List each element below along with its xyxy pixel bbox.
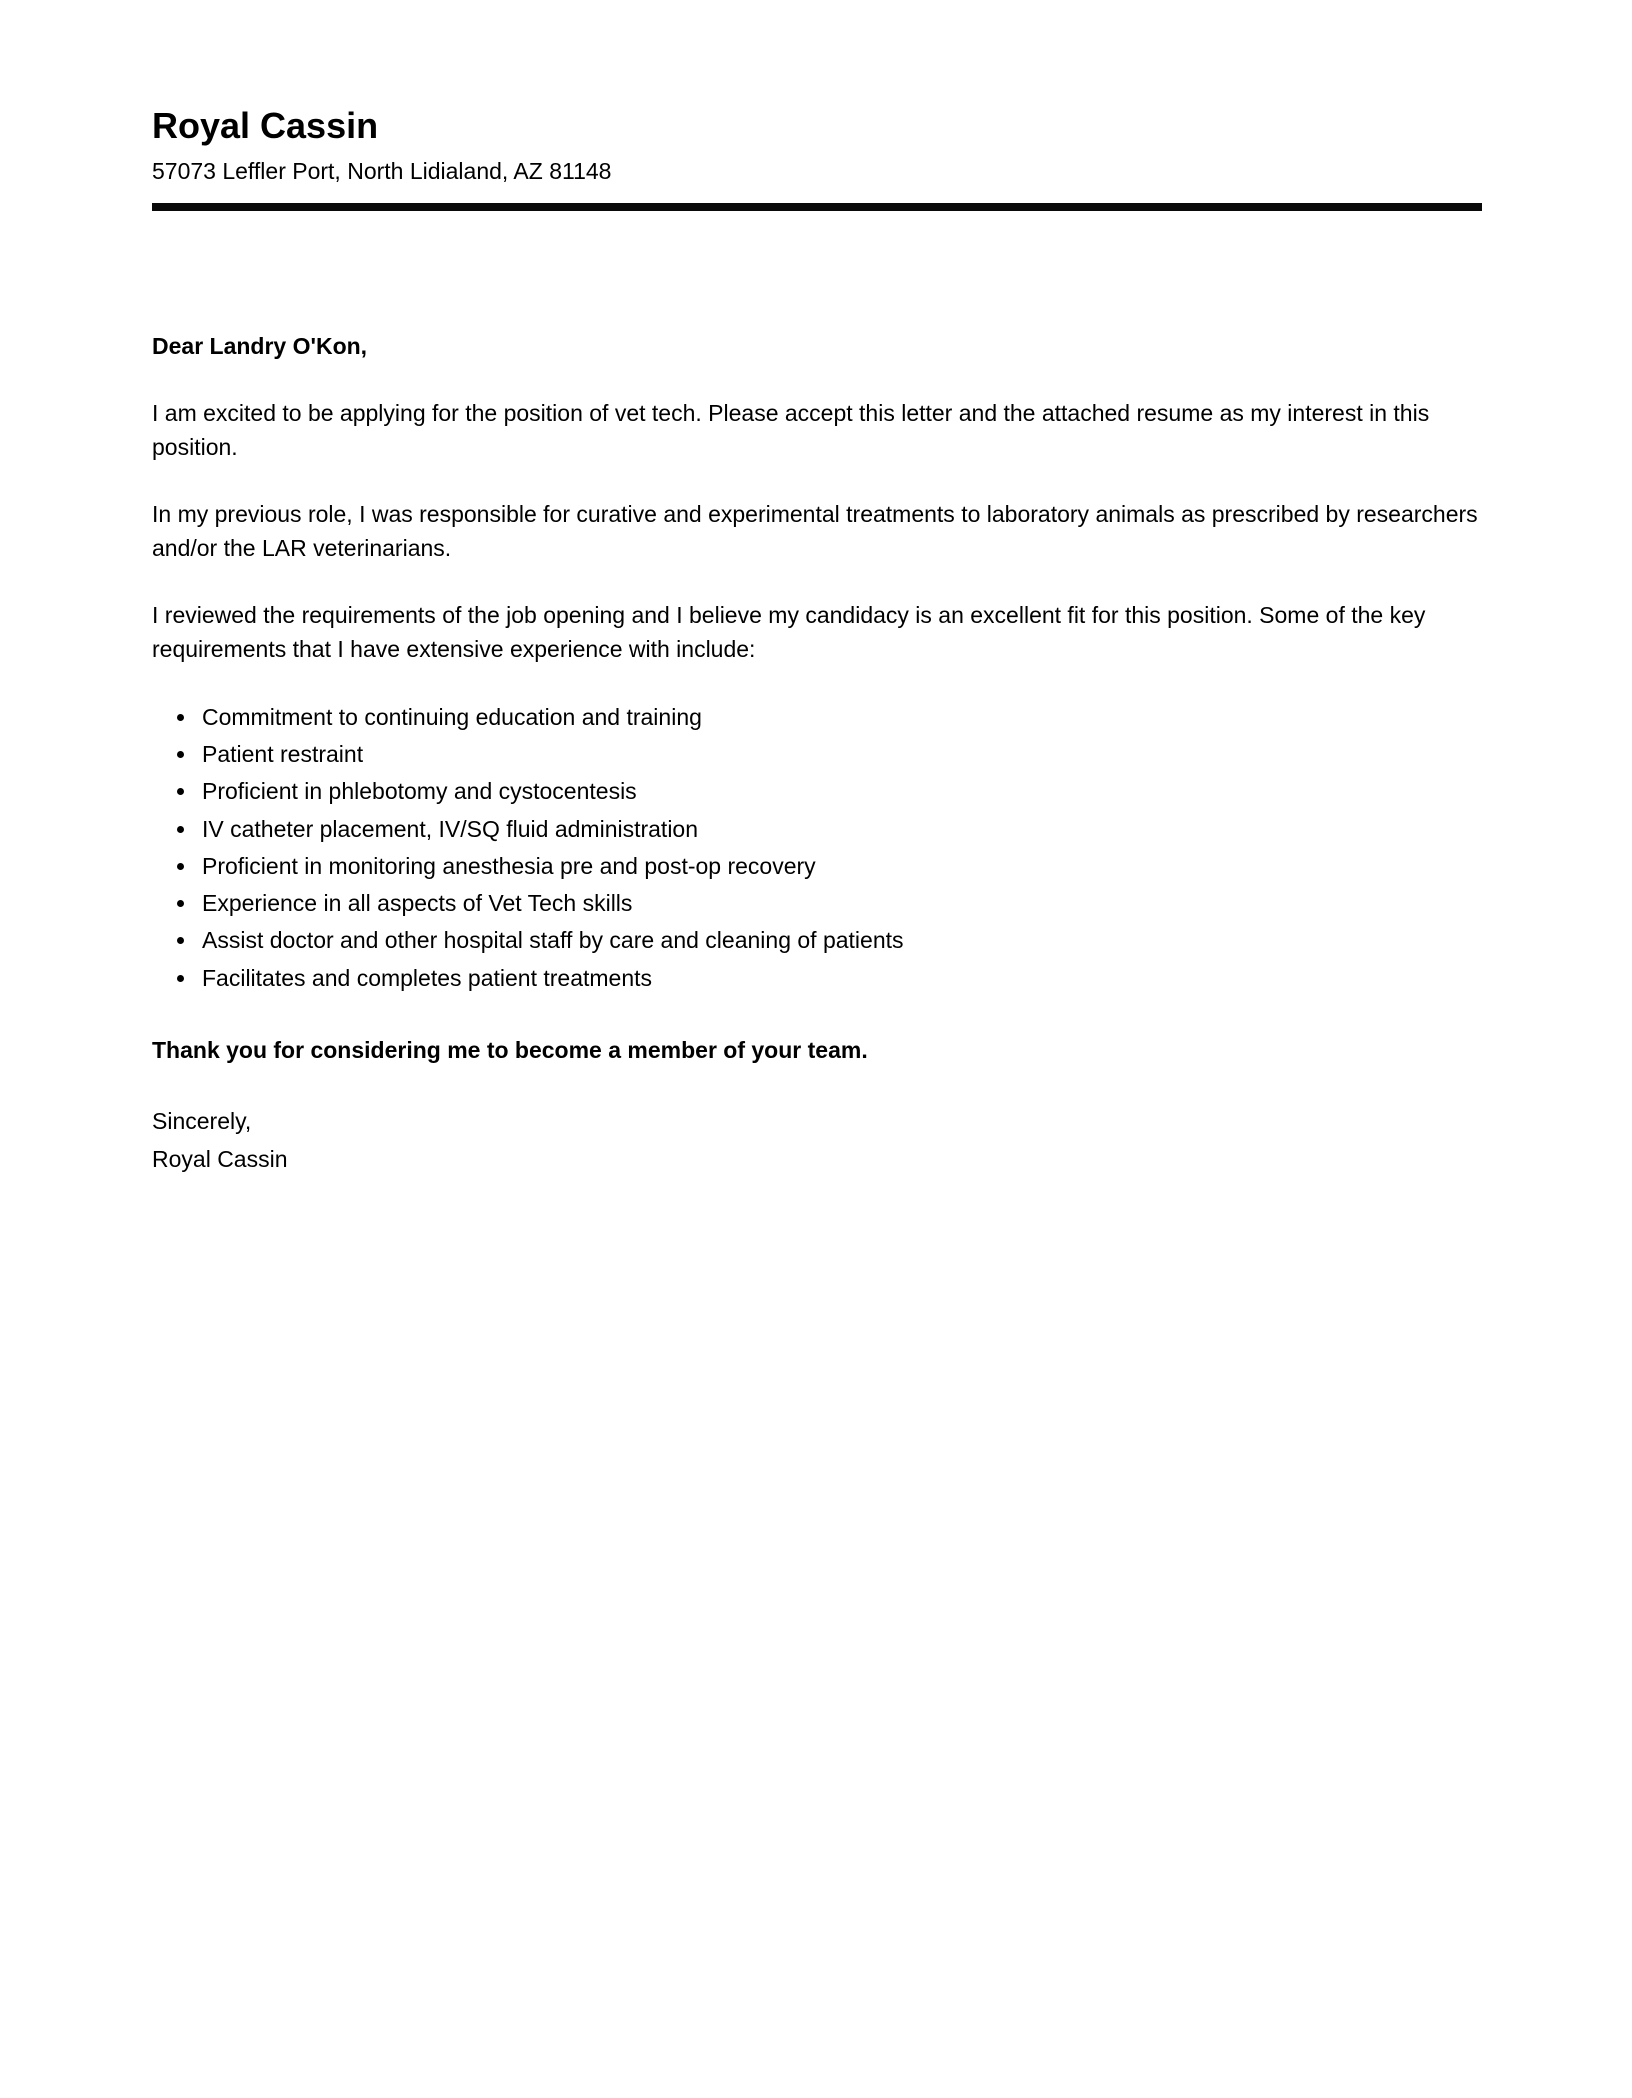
header-divider-rule	[152, 203, 1482, 211]
list-item: • Commitment to continuing education and training	[198, 699, 1482, 736]
list-item: • Experience in all aspects of Vet Tech skills	[198, 885, 1482, 922]
requirements-list	[152, 699, 1482, 997]
list-item: • IV catheter placement, IV/SQ fluid administration	[198, 811, 1482, 848]
list-item: • Facilitates and completes patient treatments	[198, 960, 1482, 997]
sender-address: 57073 Leffler Port, North Lidialand, AZ 81148	[152, 158, 612, 185]
paragraph-intro: I am excited to be applying for the position of vet tech. Please accept this letter and the attached resume as my interest in this position.	[152, 399, 1430, 461]
paragraph-previous-role: In my previous role, I was responsible for curative and experimental treatments to laboratory animals as prescribed by researchers and/or the LAR veterinarians.	[152, 500, 1478, 562]
list-item: • Proficient in monitoring anesthesia pre and post-op recovery	[198, 848, 1482, 885]
signoff: Sincerely,	[152, 1108, 252, 1135]
closing-statement: Thank you for considering me to become a member of your team.	[152, 1036, 868, 1063]
list-item: • Proficient in phlebotomy and cystocentesis	[198, 773, 1482, 810]
list-item: • Patient restraint	[198, 736, 1482, 773]
list-item: • Assist doctor and other hospital staff by care and cleaning of patients	[198, 922, 1482, 959]
salutation: Dear Landry O'Kon,	[152, 333, 368, 360]
sender-name: Royal Cassin	[152, 105, 379, 146]
paragraph-requirements: I reviewed the requirements of the job opening and I believe my candidacy is an excellent fit for this position. Some of the key requirements that I have extensive experience with include:	[152, 601, 1426, 663]
signature-name: Royal Cassin	[152, 1145, 288, 1172]
